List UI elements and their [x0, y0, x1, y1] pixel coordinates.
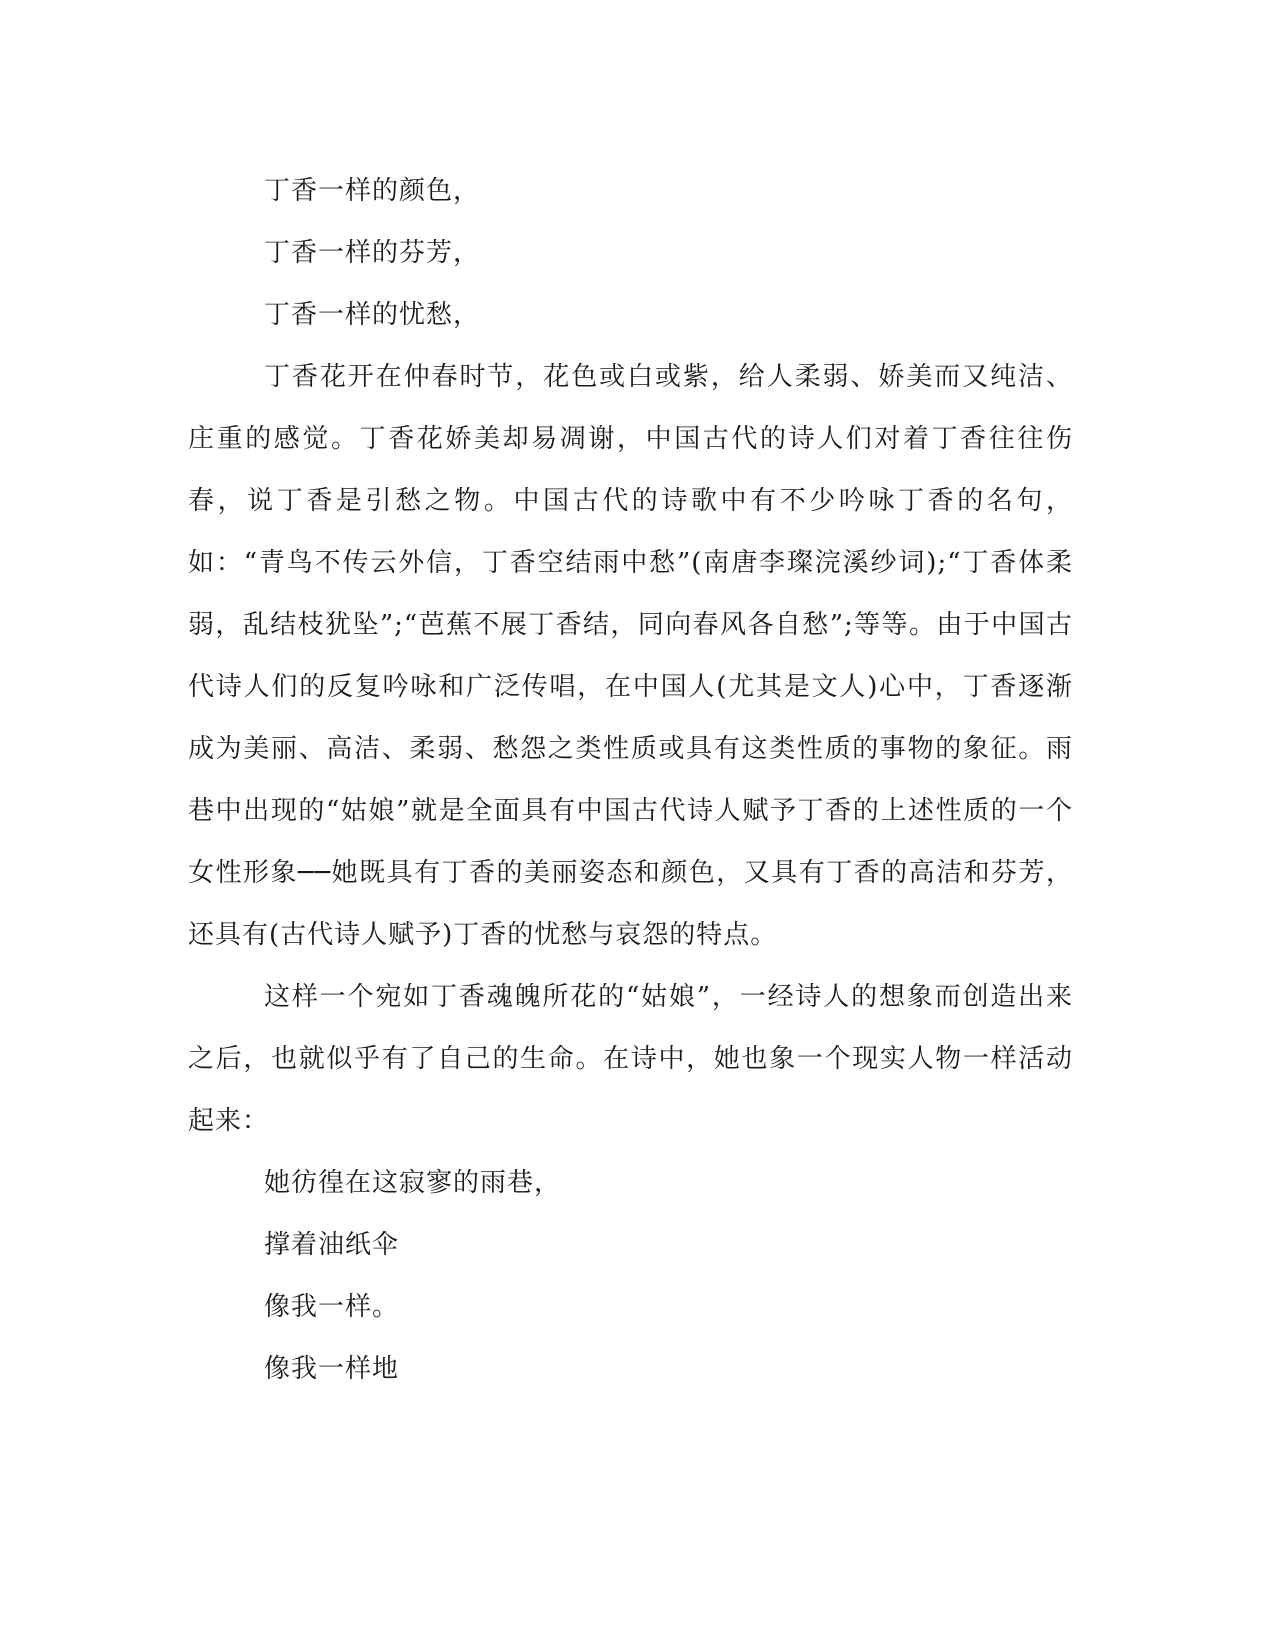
- verse-line: 丁香一样的芬芳，: [264, 238, 481, 268]
- document-body: [188, 160, 1073, 1400]
- verse-line: 丁香一样的颜色，: [264, 176, 481, 206]
- paragraph-girl-image: 这样一个宛如丁香魂魄所花的“姑娘”，一经诗人的想象而创造出来之后，也就似乎有了自己的生命。在诗中，她也象一个现实人物一样活动起来：: [188, 982, 1073, 1136]
- verse-line: 像我一样地: [264, 1354, 400, 1384]
- verse-block-rain-alley: [188, 1152, 1073, 1400]
- paragraph-lilac-symbolism: 丁香花开在仲春时节，花色或白或紫，给人柔弱、娇美而又纯洁、庄重的感觉。丁香花娇美却易凋谢，中国古代的诗人们对着丁香往往伤春，说丁香是引愁之物。中国古代的诗歌中有不少吟咏丁香的名句，如：“青鸟不传云外信，丁香空结雨中愁”(南唐李璨浣溪纱词);“丁香体柔弱，乱结枝犹坠”;“芭蕉不展丁香结，同向春风各自愁”;等等。由于中国古代诗人们的反复吟咏和广泛传唱，在中国人(尤其是文人)心中，丁香逐渐成为美丽、高洁、柔弱、愁怨之类性质或具有这类性质的事物的象征。雨巷中出现的“姑娘”就是全面具有中国古代诗人赋予丁香的上述性质的一个女性形象──她既具有丁香的美丽姿态和颜色，又具有丁香的高洁和芬芳，还具有(古代诗人赋予)丁香的忧愁与哀怨的特点。: [188, 362, 1073, 950]
- verse-line: 她彷徨在这寂寥的雨巷，: [264, 1168, 562, 1198]
- verse-line: 撑着油纸伞: [264, 1230, 400, 1260]
- verse-line: 丁香一样的忧愁，: [264, 300, 481, 330]
- verse-line: 像我一样。: [264, 1292, 400, 1322]
- verse-block-lilac: [188, 160, 1073, 346]
